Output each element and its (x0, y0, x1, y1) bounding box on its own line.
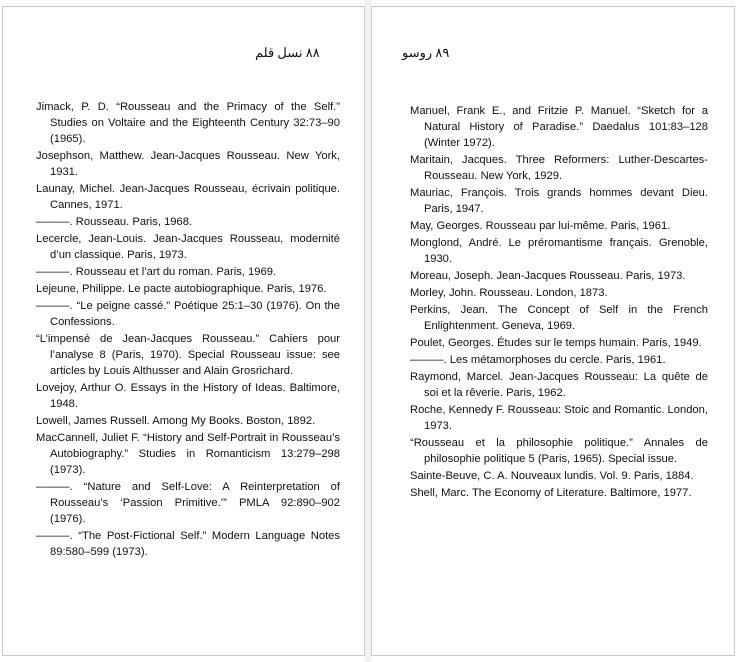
bibliography-entry: ———. “The Post-Fictional Self.” Modern Language Notes 89:580–599 (1973). (36, 530, 340, 558)
bibliography-entry: “Rousseau et la philosophie politique.” Annales de philosophie politique 5 (Paris, 1965). Special issue. (410, 437, 708, 465)
left-page-header: ۸۸ نسل قلم (255, 45, 320, 60)
right-page-header: ۸۹ روسو (402, 45, 450, 60)
bibliography-entry: Moreau, Joseph. Jean-Jacques Rousseau. Paris, 1973. (410, 270, 686, 282)
right-bibliography-list (410, 103, 708, 502)
bibliography-entry: Monglond, André. Le préromantisme français. Grenoble, 1930. (410, 237, 708, 265)
bibliography-entry: ———. “Nature and Self-Love: A Reinterpretation of Rousseau’s ‘Passion Primitive.’” PMLA 92:890–902 (1976). (36, 481, 340, 525)
left-page (2, 6, 365, 656)
bibliography-entry: ———. Rousseau et l’art du roman. Paris, 1969. (36, 266, 277, 278)
bibliography-entry: Poulet, Georges. Études sur le temps humain. Paris, 1949. (410, 337, 702, 349)
bibliography-entry: Lejeune, Philippe. Le pacte autobiographique. Paris, 1976. (36, 283, 327, 295)
bibliography-entry: May, Georges. Rousseau par lui-même. Paris, 1961. (410, 220, 671, 232)
bibliography-entry: Manuel, Frank E., and Fritzie P. Manuel. “Sketch for a Natural History of Paradise.” Daedalus 101:83–128 (Winter 1972). (410, 105, 708, 149)
bibliography-entry: Morley, John. Rousseau. London, 1873. (410, 287, 608, 299)
left-bibliography-list (36, 99, 340, 561)
bibliography-entry: Lovejoy, Arthur O. Essays in the History of Ideas. Baltimore, 1948. (36, 382, 340, 410)
bibliography-entry: “L’impensé de Jean-Jacques Rousseau.” Cahiers pour l’analyse 8 (Paris, 1970). Special Rousseau issue: see articles by Louis Althusser and Alain Grosrichard. (36, 333, 340, 377)
bibliography-entry: ———. Les métamorphoses du cercle. Paris, 1961. (410, 354, 666, 366)
bibliography-entry: Lowell, James Russell. Among My Books. Boston, 1892. (36, 415, 316, 427)
bibliography-entry: ———. “Le peigne cassé.” Poétique 25:1–30 (1976). On the Confessions. (36, 300, 340, 328)
bibliography-entry: Raymond, Marcel. Jean-Jacques Rousseau: La quête de soi et la rêverie. Paris, 1962. (410, 371, 708, 399)
bibliography-entry: Josephson, Matthew. Jean-Jacques Rousseau. New York, 1931. (36, 150, 340, 178)
bibliography-entry: MacCannell, Juliet F. “History and Self-Portrait in Rousseau’s Autobiography.” Studies in Romanticism 13:279–298 (1973). (36, 432, 340, 476)
bibliography-entry: Sainte-Beuve, C. A. Nouveaux lundis. Vol. 9. Paris, 1884. (410, 470, 694, 482)
right-page (371, 6, 735, 656)
bibliography-entry: Maritain, Jacques. Three Reformers: Luther-Descartes-Rousseau. New York, 1929. (410, 154, 708, 182)
bibliography-entry: Launay, Michel. Jean-Jacques Rousseau, écrivain politique. Cannes, 1971. (36, 183, 340, 211)
bibliography-entry: Mauriac, François. Trois grands hommes devant Dieu. Paris, 1947. (410, 187, 708, 215)
bibliography-entry: Lecercle, Jean-Louis. Jean-Jacques Rousseau, modernité d’un classique. Paris, 1973. (36, 233, 340, 261)
bibliography-entry: Jimack, P. D. “Rousseau and the Primacy of the Self.” Studies on Voltaire and the Eighteenth Century 32:73–90 (1965). (36, 101, 340, 145)
bibliography-entry: Shell, Marc. The Economy of Literature. Baltimore, 1977. (410, 487, 692, 499)
bibliography-entry: Perkins, Jean. The Concept of Self in the French Enlightenment. Geneva, 1969. (410, 304, 708, 332)
bibliography-entry: Roche, Kennedy F. Rousseau: Stoic and Romantic. London, 1973. (410, 404, 708, 432)
bibliography-entry: ———. Rousseau. Paris, 1968. (36, 216, 193, 228)
